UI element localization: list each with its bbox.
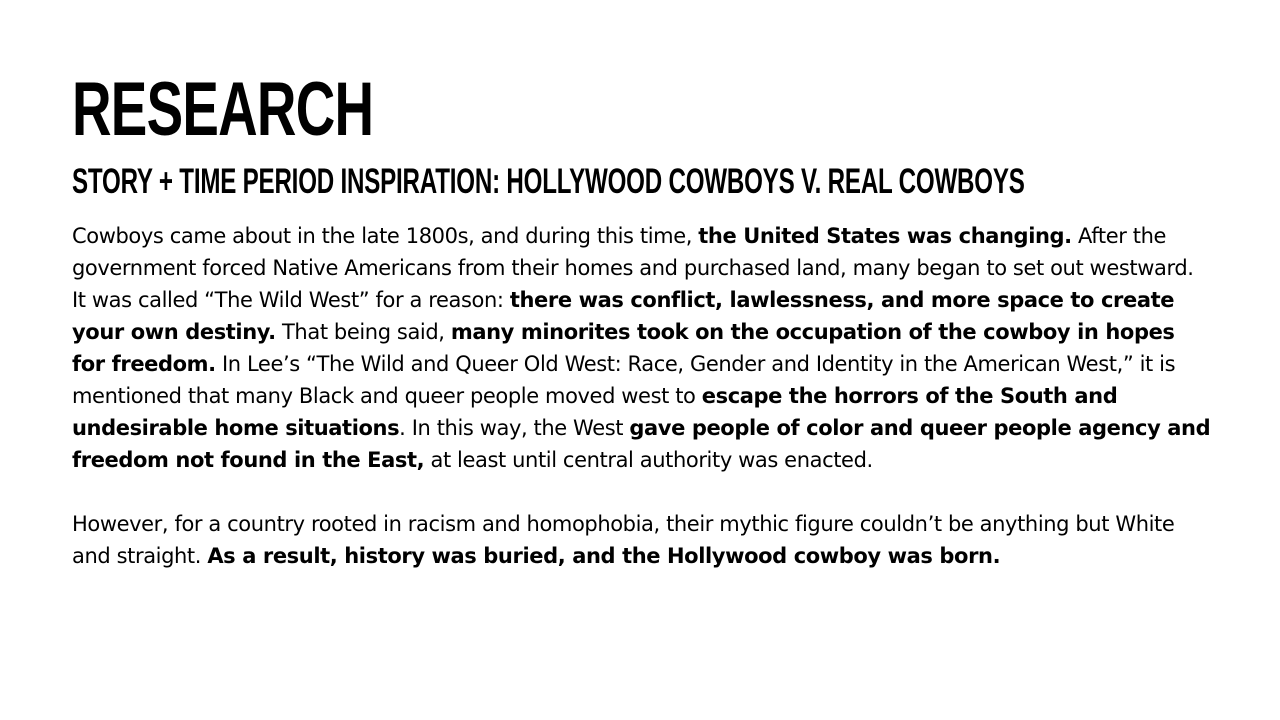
- paragraph-1-emphasis: escape the horrors of the South and undesirable home situations: [72, 384, 1118, 440]
- paragraph-2-text: However, for a country rooted in racism and homophobia, their mythic figure couldn’t be anything but White and straight.: [72, 512, 1175, 568]
- body-text: [72, 220, 1212, 572]
- paragraph-1-text: at least until central authority was enacted.: [424, 448, 873, 472]
- slide-content: [72, 67, 1212, 572]
- paragraph-1-text: Cowboys came about in the late 1800s, and during this time,: [72, 224, 699, 248]
- paragraph-1-text: That being said,: [275, 320, 451, 344]
- paragraph-1-text: After the government forced Native Americans from their homes and purchased land, many began to set out westward. It was called “The Wild West” for a reason:: [72, 224, 1194, 312]
- paragraph-2-emphasis: As a result, history was buried, and the Hollywood cowboy was born.: [207, 544, 1001, 568]
- paragraph-1-text: In Lee’s “The Wild and Queer Old West: Race, Gender and Identity in the American West,” it is mentioned that many Black and queer people moved west to: [72, 352, 1176, 408]
- paragraph-1-emphasis: gave people of color and queer people agency and freedom not found in the East,: [72, 416, 1211, 472]
- paragraph-1: [72, 220, 1212, 476]
- paragraph-1-emphasis: many minorites took on the occupation of the cowboy in hopes for freedom.: [72, 320, 1175, 376]
- paragraph-1-emphasis: there was conflict, lawlessness, and more space to create your own destiny.: [72, 288, 1175, 344]
- paragraph-1-emphasis: the United States was changing.: [698, 224, 1072, 248]
- paragraph-2: [72, 508, 1212, 572]
- paragraph-1-text: . In this way, the West: [399, 416, 630, 440]
- page-subtitle: STORY + TIME PERIOD INSPIRATION: HOLLYWOOD COWBOYS V. REAL COWBOYS: [72, 162, 1025, 201]
- page-title: RESEARCH: [72, 67, 374, 152]
